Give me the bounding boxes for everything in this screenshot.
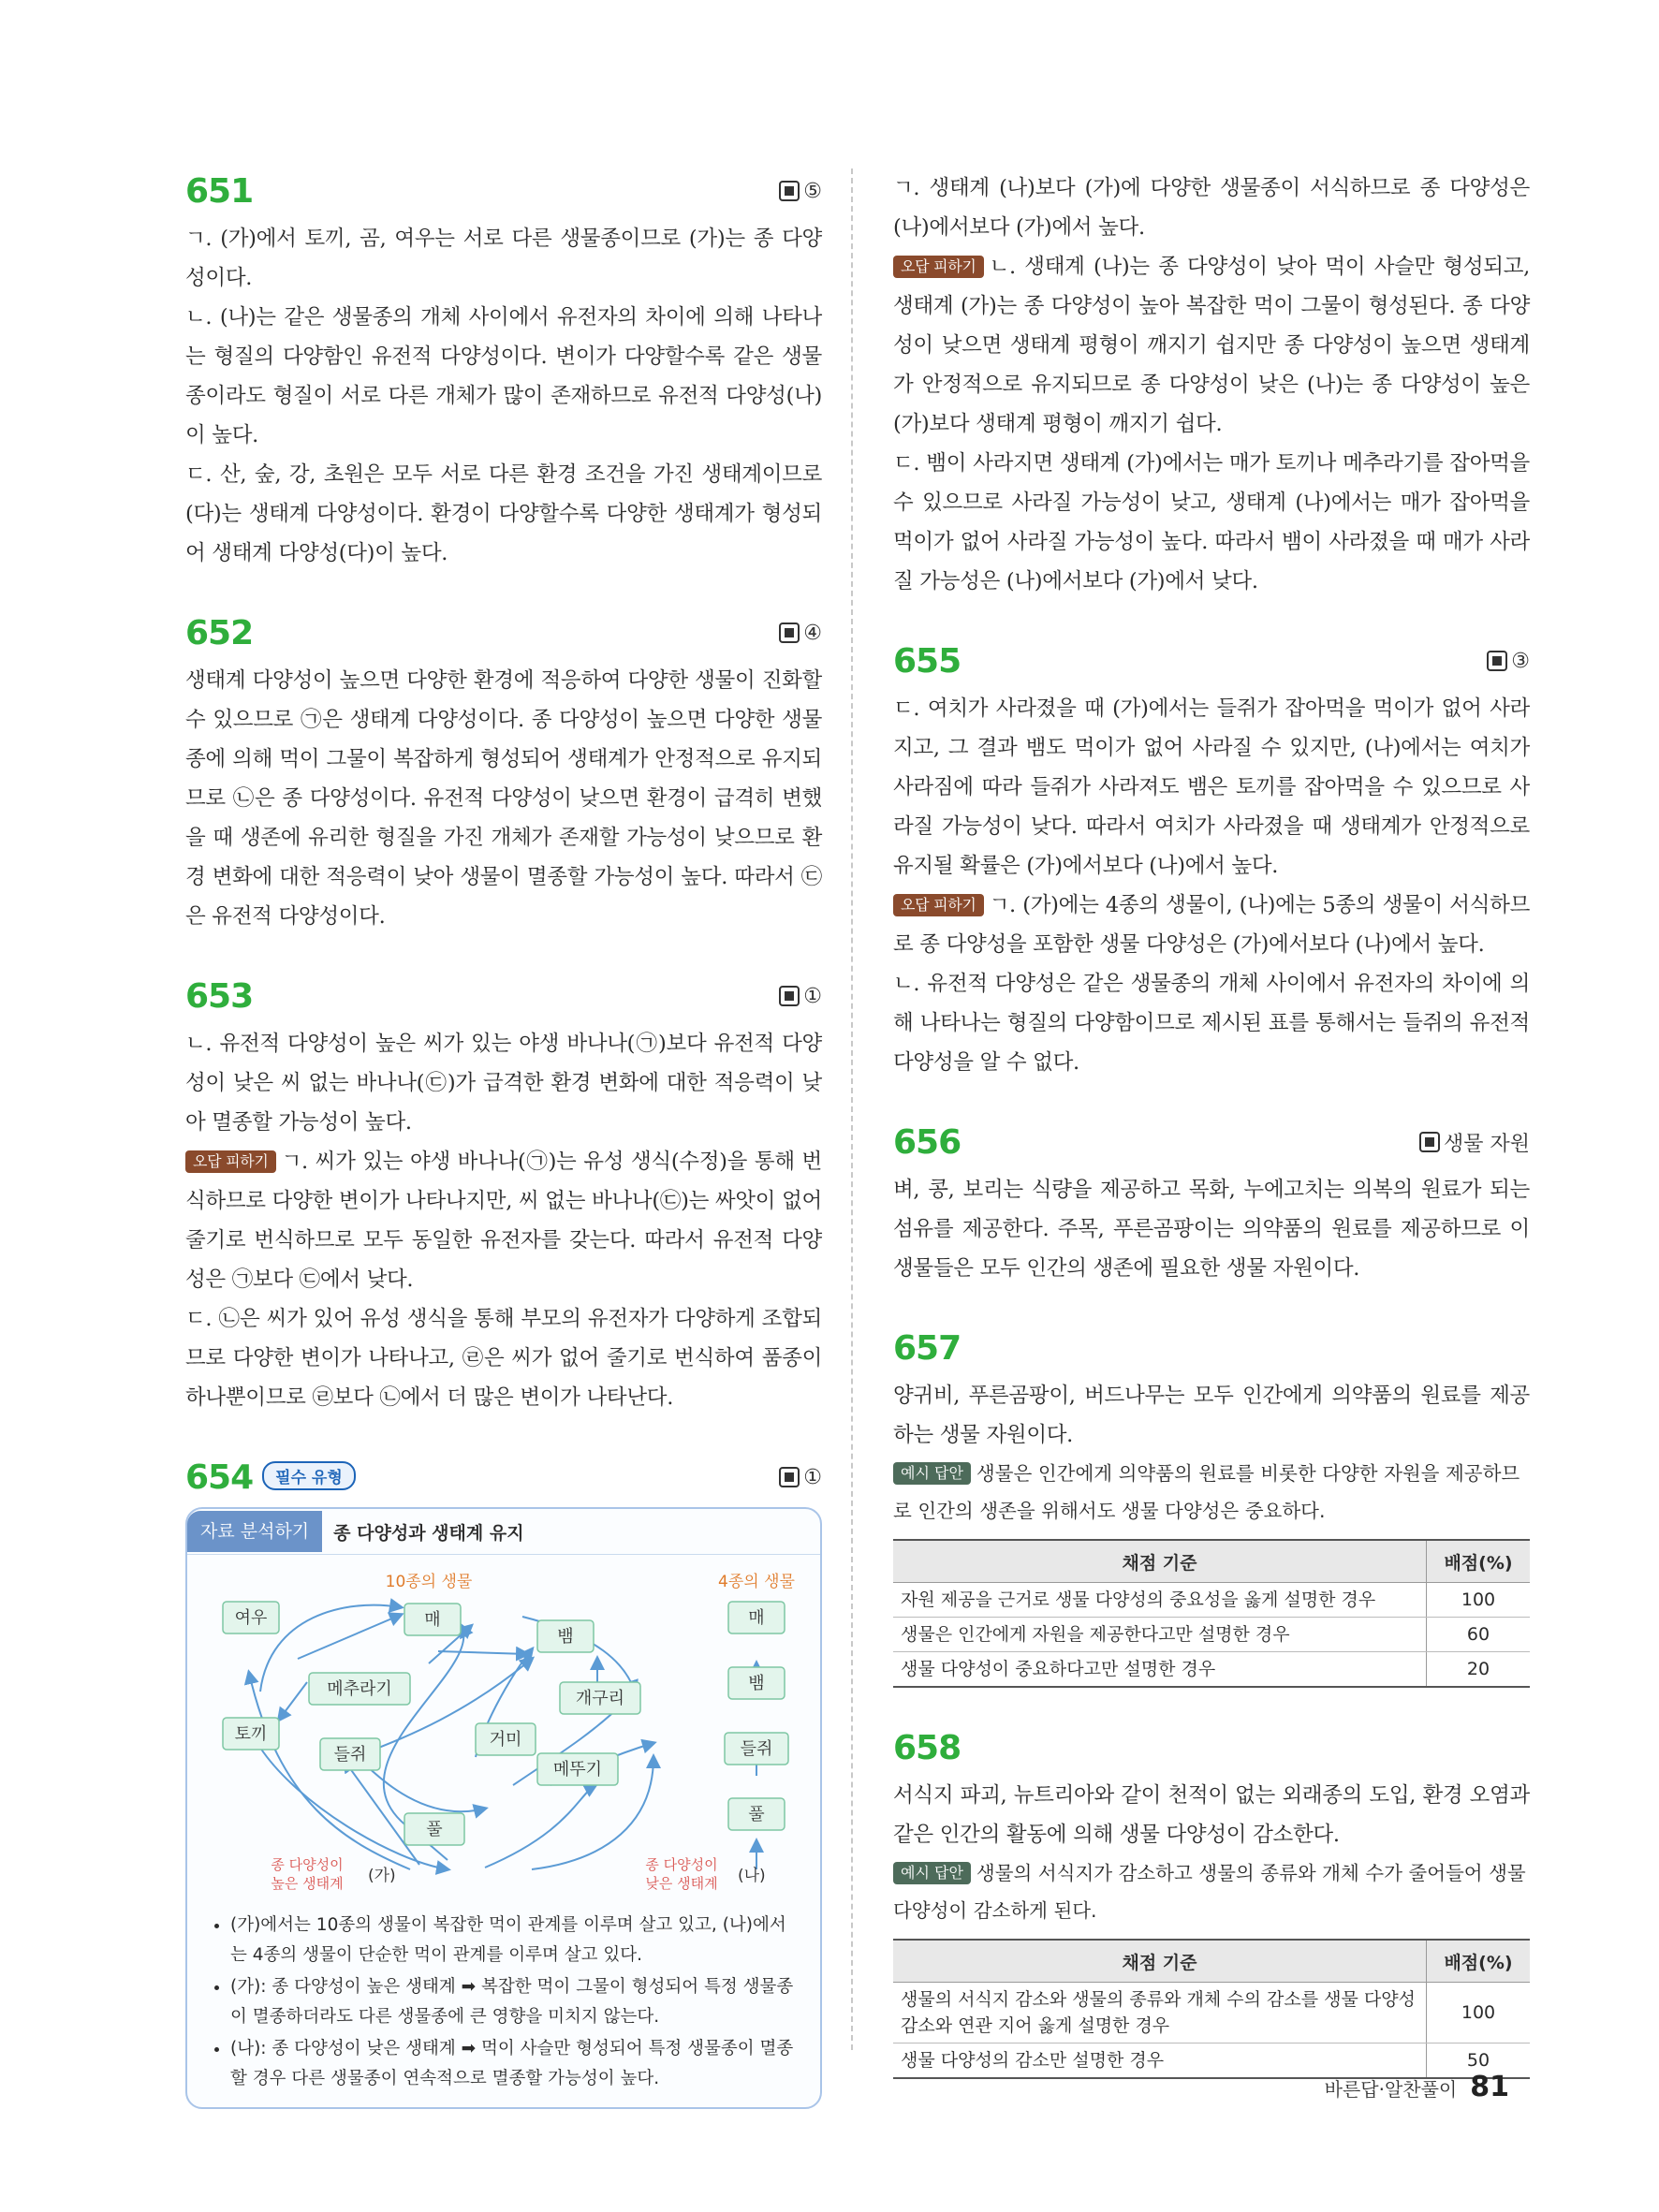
question-number: 658 [893,1728,962,1767]
node-label: 매 [748,1608,765,1628]
example-answer [893,1854,1530,1929]
explanation-text: ㄱ. 씨가 있는 야생 바나나(㉠)는 유성 생식(수정)을 통해 번식하므로 다양한 변이가 나타나지만, 씨 없는 바나나(㉢)는 싸앗이 없어 줄기로 번식하므로 모두 동일한 유전자를 갖는다. 따라서 유전적 다양성은 ㉠보다 ㉢에서 낮다. [185,1150,822,1292]
answer-mark [1487,650,1530,673]
question-651 [185,168,822,573]
answer-icon [779,181,800,201]
example-answer-text: 생물은 인간에게 의약품의 원료를 비롯한 다양한 자원을 제공하므로 인간의 생존을 위해서도 생물 다양성은 중요하다. [893,1462,1520,1522]
required-type-badge: 필수 유형 [262,1461,356,1490]
caption-na-line2: 낮은 생태계 [645,1875,718,1892]
grading-table-header [893,1940,1530,1983]
explanation-paragraph: 서식지 파괴, 뉴트리아와 같이 천적이 없는 외래종의 도입, 환경 오염과 같은 인간의 활동에 의해 생물 다양성이 감소한다. [893,1783,1530,1847]
page-number: 81 [1470,2071,1509,2103]
grading-table [893,1539,1530,1688]
table-row [893,1618,1530,1652]
question-number: 655 [893,641,962,681]
question-number: 653 [185,976,254,1016]
caption-ga-label: (가) [368,1867,396,1885]
node-label: 뱀 [748,1674,765,1693]
node-label: 토끼 [234,1724,268,1744]
criteria-cell: 생물 다양성이 중요하다고만 설명한 경우 [901,1659,1216,1679]
explanation-paragraph: 생태계 다양성이 높으면 다양한 환경에 적응하여 다양한 생물이 진화할 수 있으므로 ㉠은 생태계 다양성이다. 종 다양성이 높으면 다양한 생물종에 의해 먹이 그물이 복잡하게 형성되어 생태계가 안정적으로 유지되므로 ㉡은 종 다양성이다. 유전적 다양성이 낮으면 환경이 급격히 변했을 때 생존에 유리한 형질을 가진 개체가 존재할 가능성이 낮으므로 환경 변화에 대한 적응력이 낮아 생물이 멸종할 가능성이 높다. 따라서 ㉢은 유전적 다양성이다. [185,668,822,929]
question-654-continued [893,168,1530,601]
node-label: 들쥐 [333,1745,367,1765]
answer-mark [779,1466,822,1489]
answer-value: ① [803,984,822,1008]
explanation-paragraph: ㄷ. 산, 숲, 강, 초원은 모두 서로 다른 환경 조건을 가진 생태계이므로 (다)는 생태계 다양성이다. 환경이 다양할수록 다양한 생태계가 형성되어 생태계 다양성(다)이 높다. [185,462,822,565]
criteria-cell: 생물의 서식지 감소와 생물의 종류와 개체 수의 감소를 생물 다양성 감소와 연관 지어 옳게 설명한 경우 [893,1983,1427,2044]
criteria-cell: 생물은 인간에게 자원을 제공한다고만 설명한 경우 [893,1618,1427,1652]
criteria-header: 채점 기준 [893,1940,1427,1983]
example-answer-tag: 예시 답안 [893,1462,971,1485]
question-652 [185,610,822,936]
explanation-paragraph: ㄷ. 여치가 사라졌을 때 (가)에서는 들쥐가 잡아먹을 먹이가 없어 사라지고, 그 결과 뱀도 먹이가 없어 사라질 수 있지만, (나)에서는 여치가 사라짐에 따라 들쥐가 사라져도 뱀은 토끼를 잡아먹을 수 있으므로 사라질 가능성이 낮다. 따라서 여치가 사라졌을 때 생태계가 안정적으로 유지될 확률은 (가)에서보다 (나)에서 높다. [893,696,1530,878]
question-number: 654 [185,1458,254,1497]
question-656 [893,1120,1530,1288]
question-655 [893,638,1530,1082]
caption-ga-line2: 높은 생태계 [271,1875,344,1892]
criteria-cell: 자원 제공을 근거로 생물 다양성의 중요성을 옳게 설명한 경우 [893,1583,1427,1618]
node-label: 메추라기 [327,1679,392,1699]
question-654 [185,1455,822,2109]
score-header: 배점(%) [1427,1940,1531,1983]
question-658 [893,1725,1530,2079]
score-cell: 100 [1427,1583,1531,1618]
explanation-paragraph: ㄱ. 생태계 (나)보다 (가)에 다양한 생물종이 서식하므로 종 다양성은 (나)에서보다 (가)에서 높다. [893,176,1530,240]
node-label: 들쥐 [740,1739,773,1759]
answer-icon [779,1467,800,1487]
analysis-bullet: • (나): 종 다양성이 낮은 생태계 ➡ 먹이 사슬만 형성되어 특정 생물종이 멸종할 경우 다른 생물종이 연속적으로 멸종할 가능성이 높다. [230,2034,801,2094]
answer-icon [779,986,800,1006]
explanation-paragraph: 벼, 콩, 보리는 식량을 제공하고 목화, 누에고치는 의복의 원료가 되는 섬유를 제공한다. 주목, 푸른곰팡이는 의약품의 원료를 제공하므로 이 생물들은 모두 인간의 생존에 필요한 생물 자원이다. [893,1178,1530,1281]
answer-icon [1487,651,1507,671]
answer-icon [779,623,800,643]
explanation-paragraph: ㄱ. (가)에서 토끼, 곰, 여우는 서로 다른 생물종이므로 (가)는 종 다양성이다. [185,227,822,290]
score-cell: 20 [1427,1652,1531,1688]
explanation-paragraph [893,247,1530,444]
question-number: 657 [893,1328,962,1368]
node-label: 거미 [489,1730,522,1750]
analysis-tab-label: 자료 분석하기 [187,1511,322,1552]
answer-value: ③ [1511,649,1530,673]
analysis-bullets [187,1911,820,2094]
table-row [893,1652,1530,1688]
avoid-wrong-tag: 오답 피하기 [185,1150,276,1173]
question-number: 651 [185,171,254,211]
score-cell: 60 [1427,1618,1531,1652]
caption-na-label: (나) [738,1867,766,1885]
answer-mark [779,622,822,645]
caption-na-line1: 종 다양성이 [645,1856,718,1873]
left-diagram-header: 10종의 생물 [385,1573,473,1591]
page-footer [1325,2071,1509,2103]
score-cell: 50 [1427,2044,1531,2079]
food-web-diagram [204,1560,803,1907]
example-answer-tag: 예시 답안 [893,1862,971,1884]
answer-mark [779,180,822,203]
node-label: 풀 [748,1805,765,1824]
right-diagram-header: 4종의 생물 [718,1573,795,1591]
answer-value: ④ [803,621,822,645]
analysis-bullet: • (가)에서는 10종의 생물이 복잡한 먹이 관계를 이루며 살고 있고, (나)에서는 4종의 생물이 단순한 먹이 관계를 이루며 살고 있다. [230,1911,801,1970]
node-label: 매 [424,1610,441,1630]
explanation-paragraph: ㄴ. 유전적 다양성이 높은 씨가 있는 야생 바나나(㉠)보다 유전적 다양성이 낮은 씨 없는 바나나(㉢)가 급격한 환경 변화에 대한 적응력이 낮아 멸종할 가능성이 높다. [185,1032,822,1135]
grading-table [893,1939,1530,2079]
avoid-wrong-tag: 오답 피하기 [893,894,984,916]
caption-ga-line1: 종 다양성이 [271,1856,344,1873]
table-row [893,1983,1530,2044]
answer-mark [779,985,822,1008]
explanation-paragraph: 양귀비, 푸른곰팡이, 버드나무는 모두 인간에게 의약품의 원료를 제공하는 생물 자원이다. [893,1384,1530,1447]
example-answer-text: 생물의 서식지가 감소하고 생물의 종류와 개체 수가 줄어들어 생물 다양성이 감소하게 된다. [893,1862,1526,1922]
question-657 [893,1326,1530,1688]
footer-label: 바른답·알찬풀이 [1324,2078,1458,2101]
node-label: 메뚜기 [552,1760,603,1780]
answer-value: ⑤ [803,179,822,203]
explanation-paragraph: ㄷ. ㉡은 씨가 있어 유성 생식을 통해 부모의 유전자가 다양하게 조합되므로 다양한 변이가 나타나고, ㉣은 씨가 없어 줄기로 번식하여 품종이 하나뿐이므로 ㉣보다 ㉡에서 더 많은 변이가 나타난다. [185,1307,822,1410]
answer-value: ① [803,1465,822,1489]
explanation-paragraph: ㄴ. (나)는 같은 생물종의 개체 사이에서 유전자의 차이에 의해 나타나는 형질의 다양함인 유전적 다양성이다. 변이가 다양할수록 같은 생물종이라도 형질이 서로 다른 개체가 많이 존재하므로 유전적 다양성(나)이 높다. [185,305,822,447]
score-header: 배점(%) [1427,1540,1531,1583]
avoid-wrong-tag: 오답 피하기 [893,256,984,278]
question-title [185,1458,356,1497]
criteria-header: 채점 기준 [893,1540,1427,1583]
explanation-paragraph: ㄷ. 뱀이 사라지면 생태계 (가)에서는 매가 토끼나 메추라기를 잡아먹을 수 있으므로 사라질 가능성이 낮고, 생태계 (나)에서는 매가 잡아먹을 먹이가 없어 사라질 가능성이 높다. 따라서 뱀이 사라졌을 때 매가 사라질 가능성은 (나)에서보다 (가)에서 낮다. [893,451,1530,593]
answer-mark [1419,1128,1530,1157]
question-number: 656 [893,1122,962,1162]
example-answer [893,1455,1530,1530]
question-number: 652 [185,613,254,652]
answer-value: 생물 자원 [1443,1132,1530,1156]
explanation-text: ㄴ. 생태계 (나)는 종 다양성이 낮아 먹이 사슬만 형성되고, 생태계 (가)는 종 다양성이 높아 복잡한 먹이 그물이 형성된다. 종 다양성이 낮으면 생태계 평형이 깨지기 쉽지만 종 다양성이 높으면 생태계가 안정적으로 유지되므로 종 다양성이 낮은 (나)는 종 다양성이 높은 (가)보다 생태계 평형이 깨지기 쉽다. [893,255,1530,436]
question-653 [185,974,822,1417]
explanation-paragraph: ㄴ. 유전적 다양성은 같은 생물종의 개체 사이에서 유전자의 차이에 의해 나타나는 형질의 다양함이므로 제시된 표를 통해서는 들쥐의 유전적 다양성을 알 수 없다. [893,972,1530,1075]
left-column [185,168,822,2146]
analysis-title: 종 다양성과 생태계 유지 [333,1522,524,1544]
explanation-paragraph [893,886,1530,964]
column-divider [851,168,853,2050]
table-row [893,1583,1530,1618]
analysis-bullet: • (가): 종 다양성이 높은 생태계 ➡ 복잡한 먹이 그물이 형성되어 특정 생물종이 멸종하더라도 다른 생물종에 큰 영향을 미치지 않는다. [230,1972,801,2032]
data-analysis-box [185,1507,822,2109]
criteria-cell: 생물 다양성의 감소만 설명한 경우 [901,2050,1165,2071]
right-column [893,168,1530,2117]
node-label: 여우 [234,1608,268,1628]
node-label: 개구리 [575,1689,625,1708]
answer-icon [1419,1132,1440,1152]
score-cell: 100 [1427,1983,1531,2044]
explanation-paragraph [185,1142,822,1299]
explanation-text: ㄱ. (가)에는 4종의 생물이, (나)에는 5종의 생물이 서식하므로 종 다양성을 포함한 생물 다양성은 (가)에서보다 (나)에서 높다. [893,893,1530,957]
grading-table-header [893,1540,1530,1583]
node-label: 풀 [426,1820,443,1839]
node-label: 뱀 [557,1627,574,1647]
